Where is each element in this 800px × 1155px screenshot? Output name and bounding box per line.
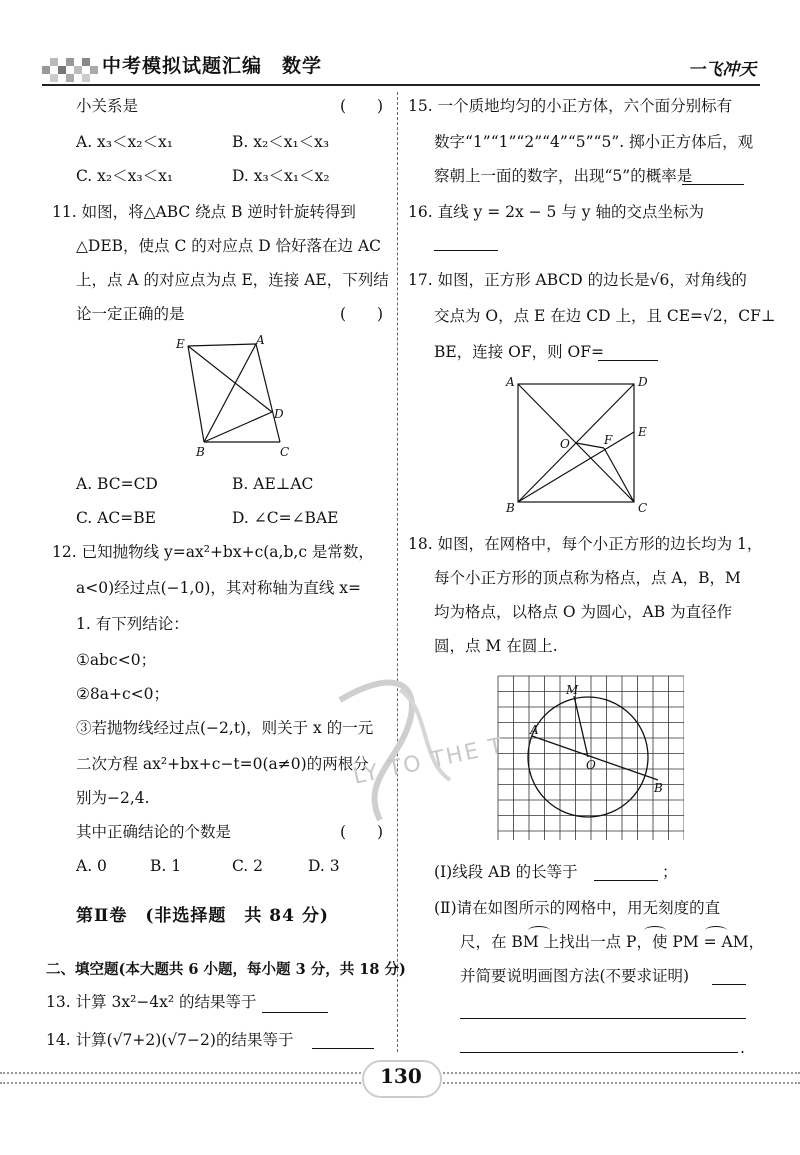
q18-answer-line-1[interactable]: [712, 984, 746, 985]
fig11-label-c: C: [280, 445, 290, 459]
section-2-heading: 第Ⅱ卷 (非选择题 共 84 分): [76, 906, 329, 926]
fig17-label-f: F: [604, 433, 613, 447]
arc-mark-pm: [644, 926, 666, 935]
q10-option-a: A. x₃＜x₂＜x₁: [76, 133, 173, 151]
q12-line-1: 12. 已知抛物线 y=ax²+bx+c(a,b,c 是常数，: [52, 543, 374, 561]
fig18-label-o: O: [586, 758, 596, 772]
fig18-label-m: M: [566, 683, 579, 697]
fig18-label-b: B: [654, 781, 663, 795]
q18-line-4: 圆，点 M 在圆上.: [434, 637, 558, 655]
q18-part-1-blank[interactable]: [594, 880, 658, 881]
fig17-label-b: B: [506, 501, 515, 515]
q12-option-b: B. 1: [150, 857, 182, 875]
q15-line-3: 察朝上一面的数字，出现“5”的概率是: [434, 167, 693, 185]
q12-statement-1: ①abc<0；: [76, 651, 157, 669]
q11-option-a: A. BC=CD: [76, 475, 158, 493]
q12-statement-2: ②8a+c<0；: [76, 685, 170, 703]
q17-line-2: 交点为 O，点 E 在边 CD 上，且 CE=√2，CF⊥: [434, 307, 776, 325]
q16-line-1: 16. 直线 y = 2x − 5 与 y 轴的交点坐标为: [408, 203, 704, 221]
q13-text: 13. 计算 3x²−4x² 的结果等于: [46, 993, 257, 1011]
q11-option-b: B. AE⊥AC: [232, 475, 314, 493]
q12-statement-3a: ③若抛物线经过点(−2,t)，则关于 x 的一元: [76, 719, 374, 737]
q10-option-b: B. x₂＜x₁＜x₃: [232, 133, 330, 151]
arc-mark-bm: [528, 926, 550, 935]
q15-line-1: 15. 一个质地均匀的小正方体，六个面分别标有: [408, 97, 733, 115]
q18-line-1: 18. 如图，在网格中，每个小正方形的边长均为 1，: [408, 535, 763, 553]
q11-figure: [170, 332, 300, 462]
q17-figure: [500, 372, 660, 522]
q16-answer-blank[interactable]: [434, 250, 498, 251]
fig11-label-a: A: [256, 333, 265, 347]
fig17-label-a: A: [506, 375, 515, 389]
q12-statement-3b: 二次方程 ax²+bx+c−t=0(a≠0)的两根分: [76, 755, 369, 773]
q12-answer-paren: ( ): [340, 823, 384, 841]
fig17-label-e: E: [638, 425, 647, 439]
header-pattern: [42, 52, 98, 82]
q10-tail: 小关系是: [76, 97, 139, 115]
q18-end-period: .: [740, 1039, 745, 1057]
q18-grid-figure: [494, 672, 684, 840]
header-title: 中考模拟试题汇编 数学: [102, 55, 323, 77]
q11-line-2: △DEB，使点 C 的对应点 D 恰好落在边 AC: [76, 237, 382, 255]
q14-answer-blank[interactable]: [312, 1048, 374, 1049]
q18-answer-line-3[interactable]: [460, 1052, 738, 1053]
q15-line-2: 数字“1”“1”“2”“4”“5”“5”. 掷小正方体后，观: [434, 133, 754, 151]
q12-question: 其中正确结论的个数是: [76, 823, 232, 841]
q17-line-3: BE，连接 OF，则 OF=: [434, 343, 604, 361]
q18-part-2-line-1: (Ⅱ)请在如图所示的网格中，用无刻度的直: [434, 899, 721, 917]
q17-answer-blank[interactable]: [598, 360, 658, 361]
q10-option-d: D. x₃＜x₁＜x₂: [232, 167, 330, 185]
arc-mark-am: [705, 926, 727, 935]
q15-answer-blank[interactable]: [682, 184, 744, 185]
fig11-label-b: B: [196, 445, 205, 459]
q11-option-c: C. AC=BE: [76, 509, 156, 527]
q14-text: 14. 计算(√7+2)(√7−2)的结果等于: [46, 1031, 294, 1049]
fig11-label-e: E: [176, 337, 185, 351]
q12-option-d: D. 3: [308, 857, 340, 875]
column-divider: [397, 92, 398, 1052]
q11-option-d: D. ∠C=∠BAE: [232, 509, 339, 527]
q11-line-1: 11. 如图，将△ABC 绕点 B 逆时针旋转得到: [52, 203, 356, 221]
header-rule: [42, 84, 760, 86]
q12-option-a: A. 0: [76, 857, 107, 875]
q12-line-3: 1. 有下列结论：: [76, 615, 189, 633]
q18-line-3: 均为格点，以格点 O 为圆心，AB 为直径作: [434, 603, 733, 621]
q12-statement-3c: 别为−2,4.: [76, 789, 150, 807]
q11-line-3: 上，点 A 的对应点为点 E，连接 AE，下列结: [76, 271, 389, 289]
fig17-label-d: D: [638, 375, 648, 389]
fig17-label-o: O: [560, 437, 570, 451]
q18-part-1: (Ⅰ)线段 AB 的长等于: [434, 863, 578, 881]
fig11-label-d: D: [274, 407, 284, 421]
q18-part-2-line-2: 尺，在 BM 上找出一点 P，使 PM = AM，: [460, 933, 765, 951]
watermark-text: LY TO THE T: [350, 733, 507, 790]
fig18-label-a: A: [530, 723, 539, 737]
q17-line-1: 17. 如图，正方形 ABCD 的边长是√6，对角线的: [408, 271, 747, 289]
fill-in-heading: 二、填空题(本大题共 6 小题，每小题 3 分，共 18 分): [46, 961, 406, 978]
page-number: 130: [380, 1064, 422, 1088]
q18-answer-line-2[interactable]: [460, 1018, 746, 1019]
q10-option-c: C. x₂＜x₃＜x₁: [76, 167, 174, 185]
q11-line-4: 论一定正确的是: [76, 305, 185, 323]
q12-option-c: C. 2: [232, 857, 264, 875]
q12-line-2: a<0)经过点(−1,0)，其对称轴为直线 x=: [76, 579, 362, 597]
q18-line-2: 每个小正方形的顶点称为格点，点 A，B，M: [434, 569, 741, 587]
fig17-label-c: C: [638, 501, 648, 515]
q18-part-2-line-3: 并简要说明画图方法(不要求证明): [460, 967, 690, 985]
q11-answer-paren: ( ): [340, 305, 384, 323]
header-brand: 一飞冲天: [688, 60, 756, 80]
q13-answer-blank[interactable]: [262, 1012, 328, 1013]
q18-part-1-semicolon: ；: [662, 863, 678, 881]
q10-answer-paren: ( ): [340, 97, 384, 115]
